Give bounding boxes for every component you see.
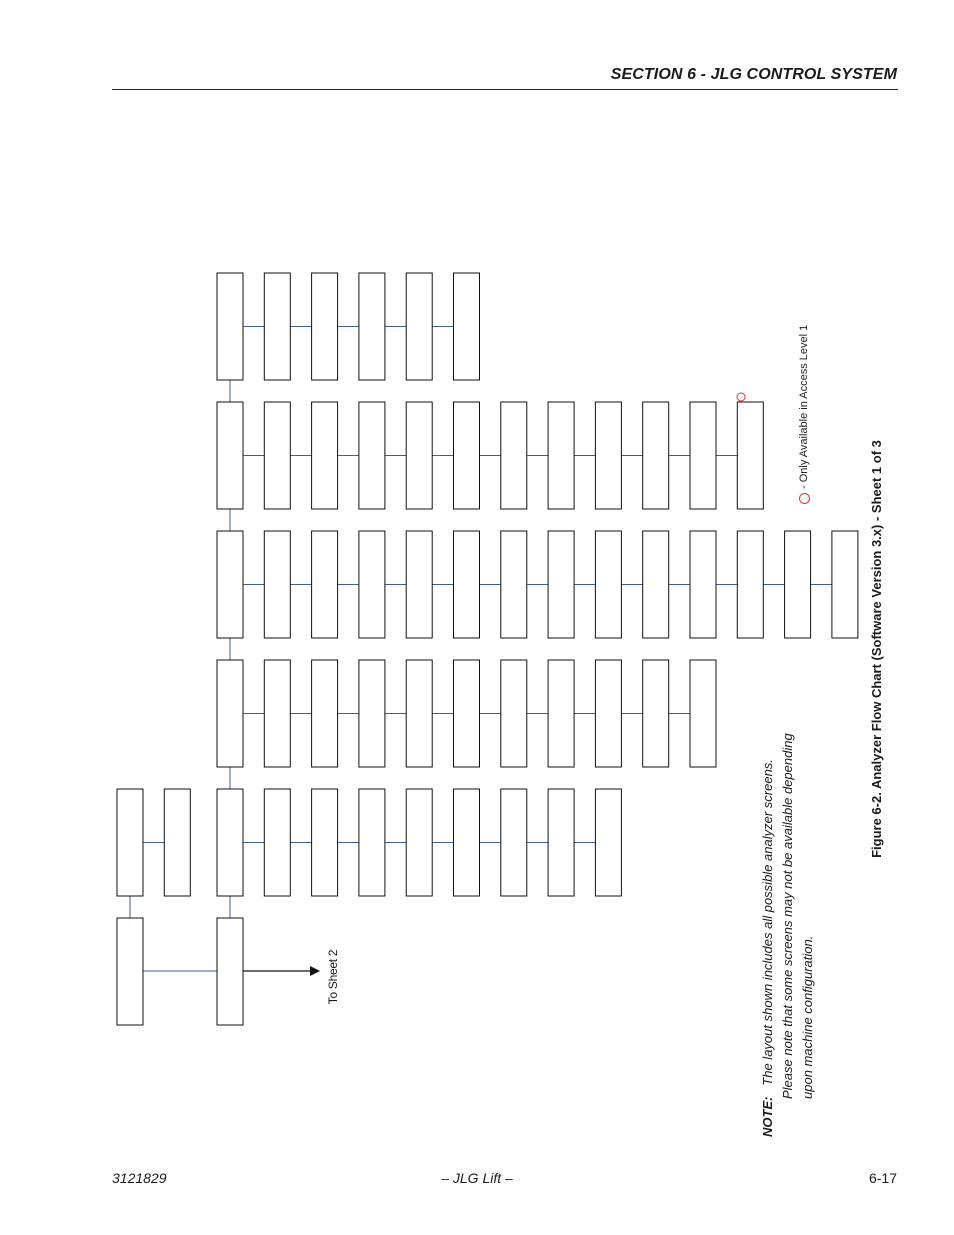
flow-box-row3-13 [785,531,811,638]
flow-box-row4-11 [690,660,716,767]
legend-circle-icon [799,493,810,504]
flow-box-row3-8 [548,531,574,638]
flow-box-row2-10 [643,402,669,509]
flow-box-row5-6 [454,789,480,896]
flow-box-left-upper [117,789,143,896]
flow-box-row3-5 [406,531,432,638]
flow-box-row2-4 [359,402,385,509]
figure-caption: Figure 6-2. Analyzer Flow Chart (Software Version 3.x) - Sheet 1 of 3 [869,440,884,858]
to-sheet-2-arrow [243,966,320,976]
flow-box-row1-3 [312,273,338,380]
flow-box-row4-8 [548,660,574,767]
flow-box-row5-1 [217,789,243,896]
footer-brand: – JLG Lift – [441,1170,513,1186]
flow-box-row3-4 [359,531,385,638]
flow-box-row3-9 [595,531,621,638]
flow-box-row4-3 [312,660,338,767]
flow-chart-boxes [117,273,858,1025]
flow-box-row2-6 [454,402,480,509]
flow-box-row1-5 [406,273,432,380]
flow-box-row2-7 [501,402,527,509]
footer-doc-number: 3121829 [112,1170,167,1186]
flow-box-row2-9 [595,402,621,509]
flow-box-row2-1 [217,402,243,509]
access-level-legend [796,284,812,504]
note-line-2: Please note that some screens may not be available depending [780,733,795,1099]
footer-page-number: 6-17 [868,1170,897,1186]
flow-box-row4-2 [264,660,290,767]
flow-box-row2-12 [737,402,763,509]
legend-text: - Only Available in Access Level 1 [798,324,810,489]
flow-box-row3-10 [643,531,669,638]
flow-box-row1-4 [359,273,385,380]
flow-box-row4-5 [406,660,432,767]
flow-box-row2-2 [264,402,290,509]
section-header-title: SECTION 6 - JLG CONTROL SYSTEM [610,66,897,83]
flow-box-row3-12 [737,531,763,638]
note-block [758,677,822,1137]
flow-box-row4-1 [217,660,243,767]
flow-box-row2-3 [312,402,338,509]
note-line-3: upon machine configuration. [800,935,815,1099]
note-label: NOTE: [760,1096,775,1137]
flow-box-row1-1 [217,273,243,380]
flow-box-row3-6 [454,531,480,638]
flow-box-row3-7 [501,531,527,638]
flow-box-row1-6 [454,273,480,380]
flow-box-left-upper-2 [164,789,190,896]
flow-box-main-bottom [217,918,243,1025]
flow-box-row4-9 [595,660,621,767]
flow-box-row3-1 [217,531,243,638]
flow-box-row5-3 [312,789,338,896]
flow-box-row3-11 [690,531,716,638]
flow-box-row5-7 [501,789,527,896]
flow-box-row2-8 [548,402,574,509]
flow-box-row3-14 [832,531,858,638]
flow-box-row4-7 [501,660,527,767]
to-sheet-2-label: To Sheet 2 [326,949,340,1005]
flow-box-row4-6 [454,660,480,767]
flow-box-row3-2 [264,531,290,638]
flow-box-row5-9 [595,789,621,896]
flow-box-row2-11 [690,402,716,509]
flow-box-row1-2 [264,273,290,380]
flow-box-row5-5 [406,789,432,896]
flow-box-row5-4 [359,789,385,896]
flow-box-row2-5 [406,402,432,509]
access-level-1-marker [737,393,745,401]
flow-box-row4-4 [359,660,385,767]
flow-box-row5-2 [264,789,290,896]
flow-box-row5-8 [548,789,574,896]
flow-box-row3-3 [312,531,338,638]
flow-box-left-root [117,918,143,1025]
note-line-1: The layout shown includes all possible analyzer screens. [760,759,775,1086]
flow-box-row4-10 [643,660,669,767]
